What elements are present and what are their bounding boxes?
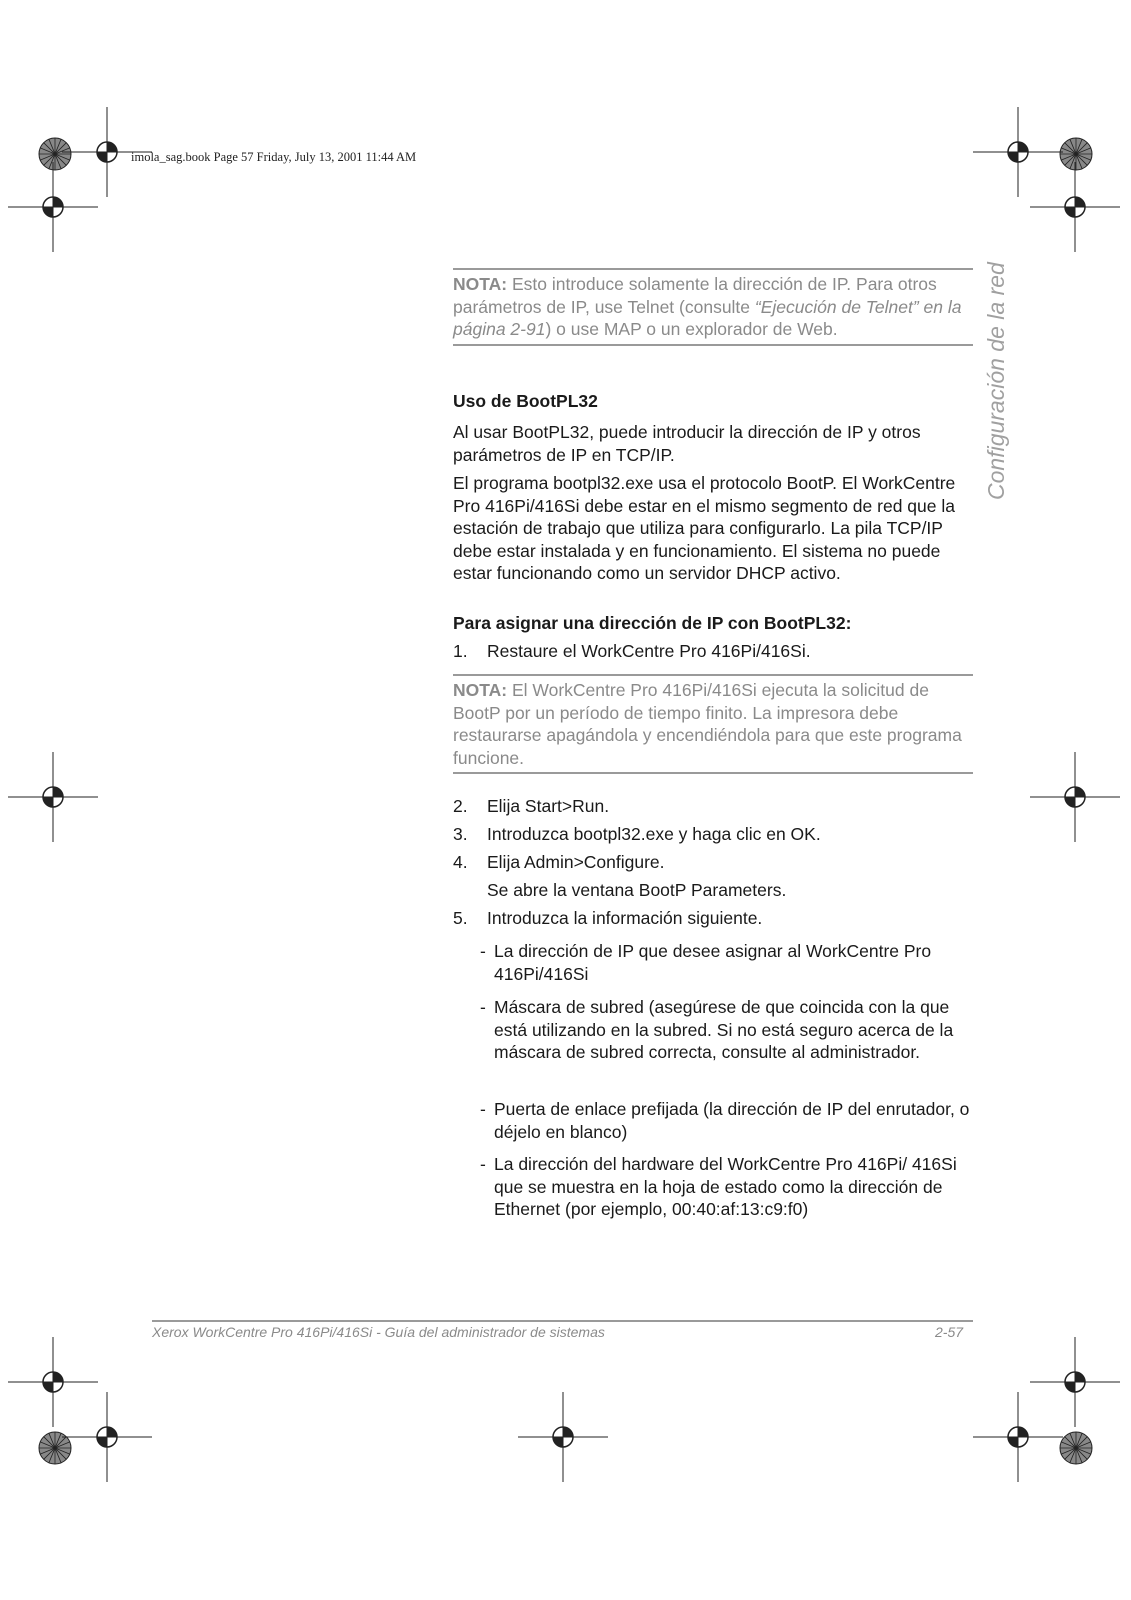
list-item (480, 996, 970, 1064)
paragraph: El programa bootpl32.exe usa el protocolo BootP. El WorkCentre Pro 416Pi/416Si debe estar en el mismo segmento de red que la estación de trabajo que utiliza para configurarlo. La pila TCP/IP debe estar instalada y en funcionamiento. El sistema no puede estar funcionando como un servidor DHCP activo. (453, 473, 956, 583)
bullet-text: Máscara de subred (asegúrese de que coincida con la que está utilizando en la subred. Si no está seguro acerca de la máscara de subred correcta, consulte al administrador. (494, 997, 954, 1062)
step-number: 4. (453, 852, 468, 872)
note-text: El WorkCentre Pro 416Pi/416Si ejecuta la solicitud de BootP por un período de tiempo finito. La impresora debe restaurarse apagándola y encendiéndola para que este programa funcione. (453, 680, 962, 768)
step (453, 907, 762, 930)
step-result: Se abre la ventana BootP Parameters. (487, 880, 787, 900)
footer-rule (152, 1320, 973, 1322)
list-item (480, 940, 970, 985)
step-number: 2. (453, 796, 468, 816)
crosshair-left-lower (8, 1337, 98, 1427)
crosshair-left-middle (8, 752, 98, 842)
crosshair-left-upper (8, 162, 98, 252)
note-box (453, 268, 973, 346)
note-label: NOTA: (453, 680, 508, 700)
list-item (480, 1153, 970, 1221)
crosshair-bottom-center (518, 1392, 608, 1482)
bullet-dash: - (480, 1154, 486, 1174)
registration-star-top-left (39, 138, 71, 170)
step-text: Restaure el WorkCentre Pro 416Pi/416Si. (487, 641, 811, 661)
step-number: 5. (453, 908, 468, 928)
step-text: Introduzca la información siguiente. (487, 908, 763, 928)
sidebar-title (975, 262, 1015, 500)
note-xref: “Ejecución de Telnet” en la página 2-91 (453, 296, 962, 339)
paragraph: Al usar BootPL32, puede introducir la dirección de IP y otros parámetros de IP en TCP/IP. (453, 422, 921, 465)
registration-star-bottom-right (1060, 1432, 1092, 1464)
crosshair-bottom-left (62, 1392, 152, 1482)
bullet-dash: - (480, 1099, 486, 1119)
bullet-text: La dirección de IP que desee asignar al WorkCentre Pro 416Pi/416Si (494, 941, 932, 984)
step-text: Elija Start>Run. (487, 796, 610, 816)
step-number: 1. (453, 641, 468, 661)
bullet-dash: - (480, 997, 486, 1017)
step (453, 640, 811, 663)
step (453, 795, 609, 818)
procedure-heading: Para asignar una dirección de IP con BootPL32: (453, 613, 852, 633)
bullet-text: Puerta de enlace prefijada (la dirección de IP del enrutador, o déjelo en blanco) (494, 1099, 970, 1142)
section-heading: Uso de BootPL32 (453, 391, 598, 411)
step-text: Elija Admin>Configure. (487, 852, 665, 872)
page-number: 2-57 (935, 1324, 964, 1340)
footer-title: Xerox WorkCentre Pro 416Pi/416Si - Guía del administrador de sistemas (152, 1324, 605, 1340)
crosshair-top-right (973, 107, 1063, 197)
step-number: 3. (453, 824, 468, 844)
list-item (480, 1098, 970, 1143)
step (453, 823, 821, 846)
step-text: Introduzca bootpl32.exe y haga clic en OK. (487, 824, 821, 844)
crosshair-right-upper (1030, 162, 1120, 252)
step (453, 851, 665, 874)
registration-star-top-right (1060, 138, 1092, 170)
sidebar-title-text: Configuración de la red (983, 262, 1009, 500)
bullet-text: La dirección del hardware del WorkCentre Pro 416Pi/ 416Si que se muestra en la hoja de estado como la dirección de Ethernet (por ejemplo, 00:40:af:13:c9:f0) (494, 1154, 957, 1219)
bullet-dash: - (480, 941, 486, 961)
note-box (453, 674, 973, 774)
crosshair-bottom-right (973, 1392, 1063, 1482)
crosshair-right-lower (1030, 1337, 1120, 1427)
note-text: Esto introduce solamente la dirección de IP. Para otros parámetros de IP, use Telnet (consulte (453, 274, 937, 317)
note-text-end: ) o use MAP o un explorador de Web. (545, 319, 838, 339)
note-label: NOTA: (453, 274, 508, 294)
print-stamp: imola_sag.book Page 57 Friday, July 13, 2001 11:44 AM (131, 150, 417, 164)
crosshair-right-middle (1030, 752, 1120, 842)
